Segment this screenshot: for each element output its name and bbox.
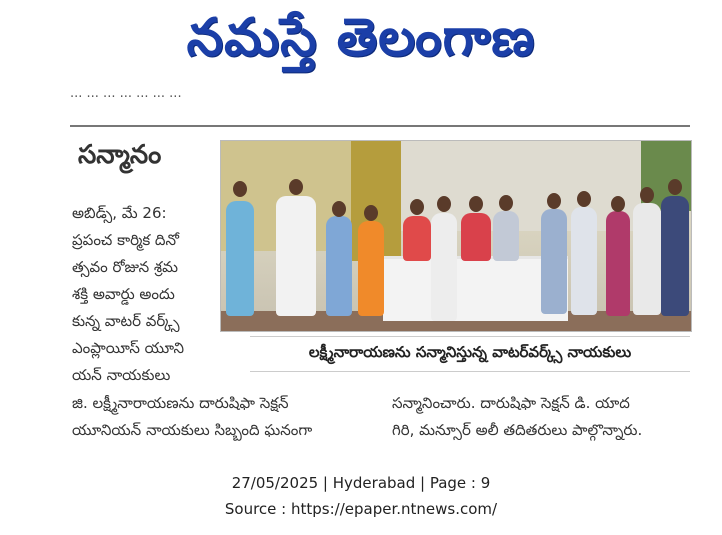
article-bottom-left [72, 390, 372, 444]
photo-person [403, 216, 431, 261]
photo-person-head [410, 199, 424, 215]
photo-person-head [364, 205, 378, 221]
photo-person-head [668, 179, 682, 195]
photo-caption: లక్ష్మీనారాయణను సన్మానిస్తున్న వాటర్‌వర్క్స్ నాయకులు [250, 336, 690, 372]
edition-info: 27/05/2025 | Hyderabad | Page : 9 [231, 474, 491, 492]
footer [0, 470, 722, 522]
article-line: కున్న వాటర్ వర్క్స్ [72, 312, 180, 330]
photo-person [226, 201, 254, 316]
photo-person [358, 221, 384, 316]
article-left-column [72, 200, 212, 389]
source-link[interactable]: Source : https://epaper.ntnews.com/ [224, 500, 498, 518]
photo-person-head [640, 187, 654, 203]
article-line: యన్ నాయకులు [72, 366, 171, 384]
photo-person [661, 196, 689, 316]
article-line: త్సవం రోజున శ్రమ [72, 258, 179, 276]
photo-person-head [332, 201, 346, 217]
photo-person-head [469, 196, 483, 212]
article-line: ప్రపంచ కార్మిక దినో [72, 231, 179, 249]
photo-person [606, 211, 630, 316]
photo-person [633, 203, 661, 315]
photo-person [276, 196, 316, 316]
article-line: యూనియన్ నాయకులు సిబ్బంది ఘనంగా [72, 421, 313, 439]
article-line: అబిడ్స్, మే 26: [72, 204, 167, 222]
photo-person [326, 216, 352, 316]
photo-person-head [577, 191, 591, 207]
photo-person [541, 209, 567, 314]
photo-person-head [289, 179, 303, 195]
article-line: సన్మానించారు. దారుషిఫా సెక్షన్ డి. యాద [392, 394, 630, 412]
article-bottom-right [392, 390, 692, 444]
newspaper-title: నమస్తే తెలంగాణ [186, 7, 536, 68]
article-line: జి. లక్ష్మీనారాయణను దారుషిఫా సెక్షన్ [72, 394, 289, 412]
article-line: గిరి, మన్సూర్ అలీ తదితరులు పాల్గొన్నారు. [392, 421, 643, 439]
photo-person-head [499, 195, 513, 211]
section-divider [70, 125, 690, 127]
photo-person-head [547, 193, 561, 209]
photo-person-head [233, 181, 247, 197]
cutoff-text-line: ... ... ... ... ... ... ... [70, 92, 182, 101]
photo-person [493, 211, 519, 261]
article-line: శక్తి అవార్డు అందు [72, 285, 175, 303]
article-heading: సన్మానం [78, 140, 162, 170]
photo-person [571, 207, 597, 315]
photo-person-head [611, 196, 625, 212]
photo-person [431, 213, 457, 321]
article-photo [220, 140, 692, 332]
photo-person-head [437, 196, 451, 212]
photo-person [461, 213, 491, 261]
masthead [0, 0, 722, 88]
article-line: ఎంప్లాయీస్ యూని [72, 339, 185, 357]
